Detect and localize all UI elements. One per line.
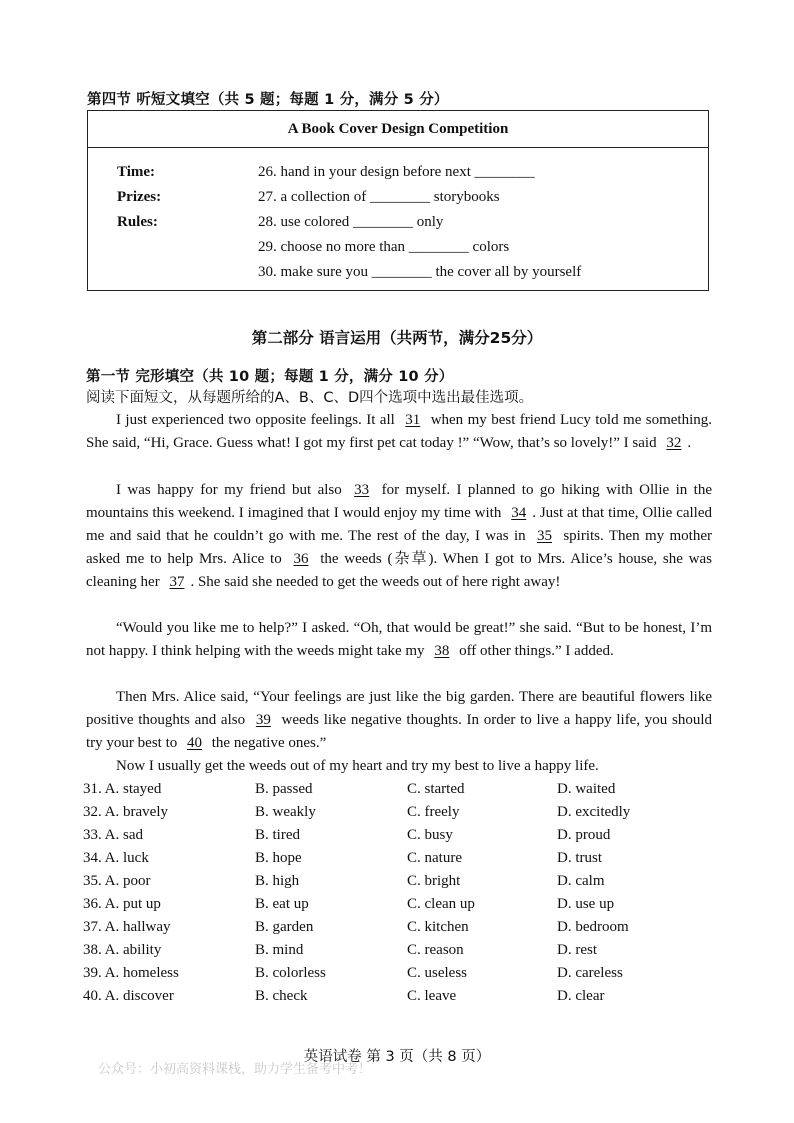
text: the weeds (杂草). When I got to Mrs. Alice’s house, she was cleaning her xyxy=(86,551,712,590)
option-34-d: D. trust xyxy=(557,850,602,866)
option-38-a: 38. A. ability xyxy=(83,942,162,958)
option-39-c: C. useless xyxy=(407,965,467,981)
text: when my best friend Lucy told me something. She said, “Hi, Grace. Guess what! I got my first pet cat today !” “Wow, that’s so lovely!” I said xyxy=(86,412,713,451)
text: off other things.” I added. xyxy=(459,643,614,659)
option-33-b: B. tired xyxy=(255,827,300,843)
text: I just experienced two opposite feelings. It all xyxy=(116,412,395,428)
option-34-a: 34. A. luck xyxy=(83,850,149,866)
text: for myself. I planned to go hiking with Ollie in the mountains this weekend. I imagined that I would enjoy my time with xyxy=(86,482,712,521)
option-31-c: C. started xyxy=(407,781,465,797)
passage-paragraph-4 xyxy=(86,686,712,755)
page-footer: 英语试卷 第 3 页（共 8 页） xyxy=(303,1049,491,1065)
option-32-d: D. excitedly xyxy=(557,804,631,820)
blank-39: 39 xyxy=(255,712,271,728)
competition-box xyxy=(87,110,709,291)
text: Now I usually get the weeds out of my heart and try my best to live a happy life. xyxy=(116,758,599,774)
option-36-a: 36. A. put up xyxy=(83,896,161,912)
option-36-c: C. clean up xyxy=(407,896,475,912)
blank-31: 31 xyxy=(405,412,421,428)
option-35-a: 35. A. poor xyxy=(83,873,151,889)
option-35-c: C. bright xyxy=(407,873,461,889)
item-28: 28. use colored ________ only xyxy=(258,214,444,230)
item-29: 29. choose no more than ________ colors xyxy=(258,239,510,255)
cloze-heading: 第一节 完形填空（共 10 题；每题 1 分，满分 10 分） xyxy=(86,369,454,385)
option-33-a: 33. A. sad xyxy=(83,827,143,843)
option-31-d: D. waited xyxy=(557,781,616,797)
option-37-c: C. kitchen xyxy=(407,919,469,935)
blank-38: 38 xyxy=(434,643,450,659)
label-prizes: Prizes: xyxy=(117,189,162,205)
blank-34: 34 xyxy=(511,505,527,521)
text: “Would you like me to help?” I asked. “Oh, that would be great!” she said. “But to be honest, I’m not happy. I think helping with the weeds might take my xyxy=(86,620,712,659)
part2-heading: 第二部分 语言运用（共两节，满分25分） xyxy=(251,329,543,347)
section4-heading: 第四节 听短文填空（共 5 题；每题 1 分，满分 5 分） xyxy=(87,92,449,108)
option-40-b: B. check xyxy=(255,988,308,1004)
text: Then Mrs. Alice said, “Your feelings are just like the big garden. There are beautiful flowers like positive thoughts and also xyxy=(86,689,712,728)
option-36-b: B. eat up xyxy=(255,896,309,912)
blank-35: 35 xyxy=(537,528,552,544)
option-39-d: D. careless xyxy=(557,965,623,981)
option-35-d: D. calm xyxy=(557,873,605,889)
passage-paragraph-2 xyxy=(86,479,712,594)
text: weeds like negative thoughts. In order to live a happy life, you should try your best to xyxy=(86,712,713,751)
option-34-c: C. nature xyxy=(407,850,462,866)
option-40-a: 40. A. discover xyxy=(83,988,174,1004)
passage-paragraph-5 xyxy=(86,755,712,778)
watermark: 公众号：小初高资料课栈，助力学生备考中考！ xyxy=(98,1062,372,1077)
option-39-b: B. colorless xyxy=(255,965,326,981)
text: . Just at that time, Ollie called me and said that he couldn’t go with me. The rest of the day, I was in xyxy=(86,505,713,544)
option-32-c: C. freely xyxy=(407,804,460,820)
option-34-b: B. hope xyxy=(255,850,302,866)
option-40-d: D. clear xyxy=(557,988,605,1004)
passage-paragraph-1 xyxy=(86,409,712,455)
blank-32: 32 xyxy=(666,435,682,451)
option-37-b: B. garden xyxy=(255,919,314,935)
passage-paragraph-3 xyxy=(86,617,712,663)
option-39-a: 39. A. homeless xyxy=(83,965,179,981)
option-36-d: D. use up xyxy=(557,896,615,912)
text: . She said she needed to get the weeds out of here right away! xyxy=(190,574,561,590)
option-32-b: B. weakly xyxy=(255,804,316,820)
text: spirits. Then my mother asked me to help Mrs. Alice to xyxy=(86,528,712,567)
text: the negative ones.” xyxy=(211,735,327,751)
option-37-a: 37. A. hallway xyxy=(83,919,171,935)
cloze-instruction: 阅读下面短文，从每题所给的A、B、C、D四个选项中选出最佳选项。 xyxy=(86,390,534,406)
option-31-a: 31. A. stayed xyxy=(83,781,162,797)
item-26: 26. hand in your design before next ________ xyxy=(258,164,535,180)
option-33-d: D. proud xyxy=(557,827,611,843)
blank-33: 33 xyxy=(354,482,370,498)
blank-36: 36 xyxy=(293,551,309,567)
option-33-c: C. busy xyxy=(407,827,453,843)
box-title: A Book Cover Design Competition xyxy=(88,111,708,148)
blank-40: 40 xyxy=(187,735,202,751)
blank-37: 37 xyxy=(169,574,185,590)
option-38-d: D. rest xyxy=(557,942,597,958)
text: . xyxy=(687,435,692,451)
label-rules: Rules: xyxy=(117,214,158,230)
item-30: 30. make sure you ________ the cover all by yourself xyxy=(258,264,582,280)
option-35-b: B. high xyxy=(255,873,300,889)
label-time: Time: xyxy=(117,164,156,180)
option-40-c: C. leave xyxy=(407,988,457,1004)
option-32-a: 32. A. bravely xyxy=(83,804,168,820)
text: I was happy for my friend but also xyxy=(116,482,342,498)
item-27: 27. a collection of ________ storybooks xyxy=(258,189,500,205)
option-38-b: B. mind xyxy=(255,942,304,958)
option-31-b: B. passed xyxy=(255,781,313,797)
option-37-d: D. bedroom xyxy=(557,919,629,935)
option-38-c: C. reason xyxy=(407,942,464,958)
